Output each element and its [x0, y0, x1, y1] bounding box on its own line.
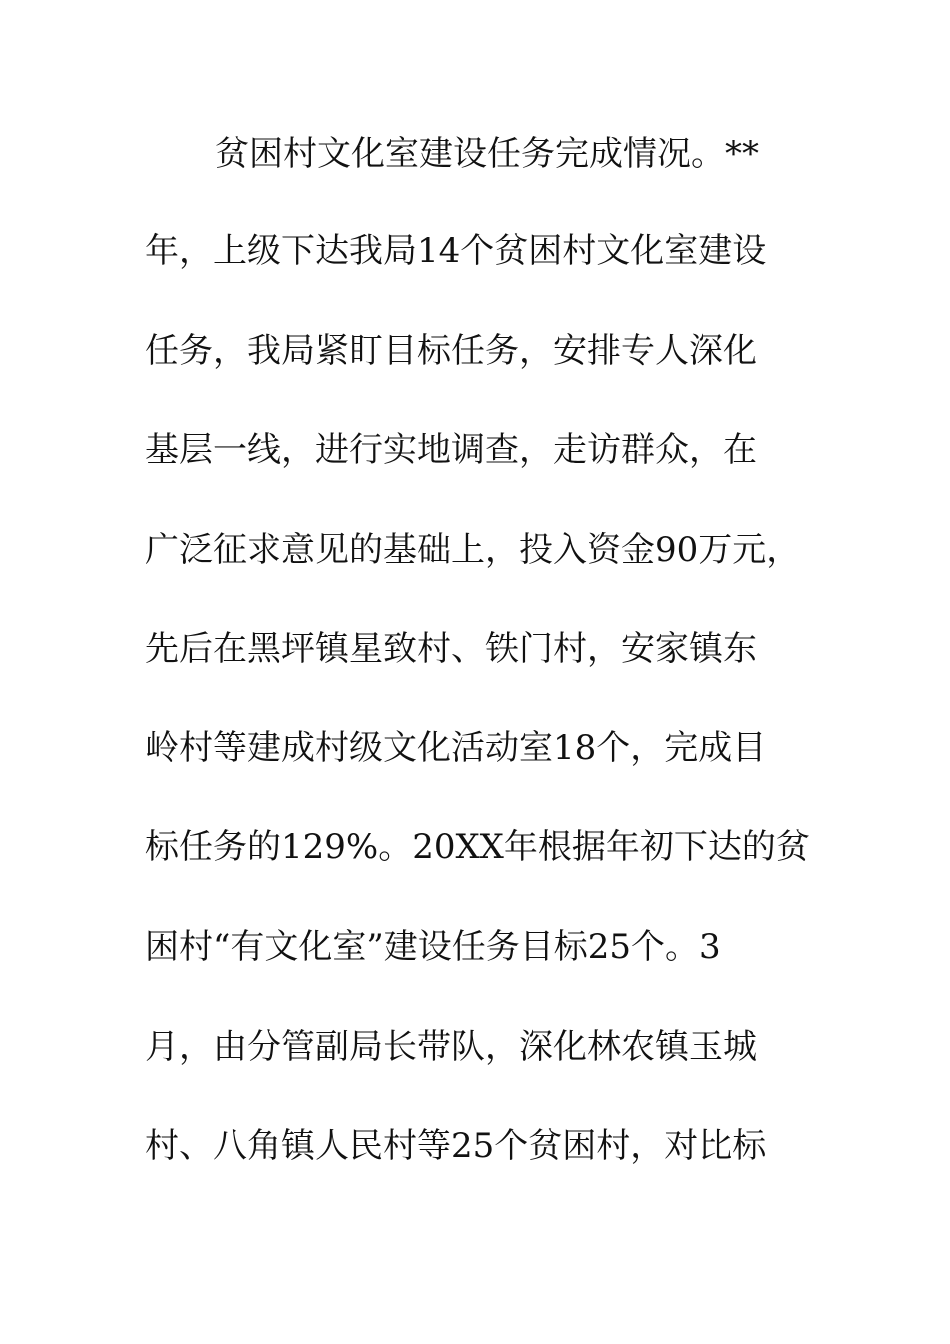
paragraph-line-1: 贫困村文化室建设任务完成情况。** [215, 134, 759, 174]
paragraph-line-2: 年，上级下达我局14个贫困村文化室建设 [145, 231, 767, 271]
paragraph-line-9: 困村“有文化室”建设任务目标25个。3 [145, 927, 721, 967]
paragraph-line-7: 岭村等建成村级文化活动室18个，完成目 [145, 728, 767, 768]
paragraph-line-10: 月，由分管副局长带队，深化林农镇玉城 [145, 1027, 757, 1067]
paragraph-line-3: 任务，我局紧盯目标任务，安排专人深化 [145, 331, 757, 371]
paragraph-line-11: 村、八角镇人民村等25个贫困村，对比标 [145, 1126, 767, 1166]
paragraph-line-6: 先后在黑坪镇星致村、铁门村，安家镇东 [145, 629, 757, 669]
paragraph-line-5: 广泛征求意见的基础上，投入资金90万元， [145, 530, 801, 570]
paragraph-line-4: 基层一线，进行实地调查，走访群众，在 [145, 430, 757, 470]
paragraph-line-8: 标任务的129%。20XX年根据年初下达的贫 [145, 827, 810, 867]
